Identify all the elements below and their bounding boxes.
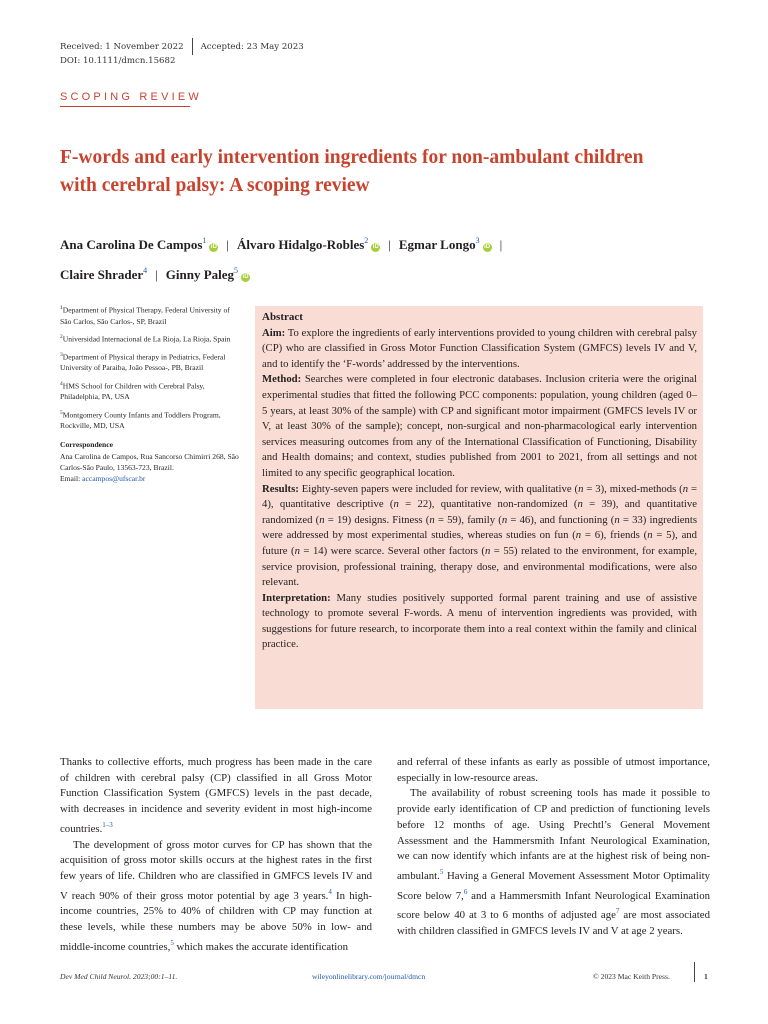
citation-link[interactable]: 4 bbox=[328, 887, 332, 896]
orcid-icon[interactable]: iD bbox=[484, 244, 491, 250]
author-list: Ana Carolina De Campos$^1$iD | Álvaro Hidalgo-Robles$^2$iD | Egmar Longo$^3$iD | Claire Shrader$^4$ | Ginny Paleg$^5$iD bbox=[60, 236, 503, 282]
body-paragraph: The availability of robust screening tools has made it possible to provide early identification of CP and prediction of functioning levels before 12 months of age. Using Prechtl’s General Movement Assessment and the Hammersmith Infant Neurological Examination, we can now identify which infants are at the highest risk of being non-ambulant.$^5$ Having a General Movement Assessment Motor Optimality Score below 7,$^6$ and a Hammersmith Infant Neurological Examination score below 40 at 3 to 6 months of adjusted age$^7$ are most associated with children classified in GMFCS levels IV and V at age 2 years. bbox=[397, 787, 710, 938]
citation-link[interactable]: 6 bbox=[463, 887, 468, 896]
author-affil-ref[interactable]: 2 bbox=[364, 236, 369, 245]
email-link[interactable]: accampos@ufscar.br bbox=[82, 474, 146, 484]
author-affil-ref[interactable]: 4 bbox=[143, 266, 148, 275]
citation-link[interactable]: 5 bbox=[439, 867, 444, 876]
affiliation: $^3$Department of Physical therapy in Pediatrics, Federal University of Paraiba, João Pessoa-, PB, Brazil bbox=[60, 351, 226, 373]
author-3[interactable]: Egmar Longo$^3$iD bbox=[398, 236, 491, 252]
author-5[interactable]: Ginny Paleg$^5$iD bbox=[165, 266, 249, 282]
abstract-heading: Abstract bbox=[262, 311, 303, 323]
orcid-icon[interactable]: iD bbox=[372, 244, 379, 250]
orcid-icon[interactable]: iD bbox=[242, 274, 249, 280]
article-title: F-words and early intervention ingredients for non-ambulant children with cerebral palsy: A scoping review bbox=[60, 147, 644, 196]
abstract-aim: Aim: To explore the ingredients of early interventions provided to young children with cerebral palsy (CP) who are classified in Gross Motor Function Classification System (GMFCS) levels IV and V, and to identify the ‘F-words’ addressed by the interventions. bbox=[262, 326, 697, 370]
footer-divider bbox=[694, 962, 695, 982]
journal-citation: Dev Med Child Neurol. 2023;00:1–11. bbox=[60, 972, 178, 981]
body-column-left bbox=[60, 755, 372, 955]
body-paragraph: and referral of these infants as early as possible of utmost importance, especially in low-resource areas. bbox=[397, 756, 710, 784]
affiliation: $^4$HMS School for Children with Cerebral Palsy, Philadelphia, PA, USA bbox=[60, 380, 205, 402]
article-category: SCOPING REVIEW bbox=[60, 91, 202, 103]
author-4[interactable]: Claire Shrader$^4$ bbox=[60, 266, 148, 282]
author-1[interactable]: Ana Carolina De Campos$^1$iD bbox=[60, 236, 217, 252]
affiliation: $^1$Department of Physical Therapy, Federal University of São Carlos, São Carlos-, SP, Brazil bbox=[60, 305, 230, 326]
abstract-box bbox=[255, 306, 703, 709]
category-underline bbox=[60, 106, 190, 107]
author-2[interactable]: Álvaro Hidalgo-Robles$^2$iD bbox=[237, 236, 379, 252]
body-paragraph: Thanks to collective efforts, much progress has been made in the care of children with cerebral palsy (CP) classified in all Gross Motor Function Classification System (GMFCS) levels in the past decade, with decreases in incidence and severity evident in most high-income countries.$^{1-3}$ bbox=[60, 756, 372, 835]
affiliation: $^5$Montgomery County Infants and Toddlers Program, Rockville, MD, USA bbox=[60, 409, 221, 431]
copyright: © 2023 Mac Keith Press. bbox=[593, 972, 670, 981]
affiliations-sidebar bbox=[60, 303, 240, 484]
body-paragraph: The development of gross motor curves for CP has shown that the acquisition of gross motor skills occurs at the highest rates in the first few years of life. Children who are classified in GMFCS levels IV and V reach 90% of their gross motor potential by age 3 years.$^4$ In high-income countries, 25% to 40% of children with CP may function at these levels, while these numbers may be above 50% in low- and middle-income countries,$^5$ which makes the accurate identification bbox=[60, 838, 372, 953]
body-column-right bbox=[397, 755, 710, 940]
received-date: Received: 1 November 2022 bbox=[60, 41, 184, 52]
citation-link[interactable]: 7 bbox=[615, 907, 620, 916]
accepted-date: Accepted: 23 May 2023 bbox=[200, 41, 304, 52]
meta-divider bbox=[192, 38, 193, 55]
citation-link[interactable]: 5 bbox=[170, 938, 174, 947]
abstract-interpretation: Interpretation: Many studies positively supported formal parent training and use of assistive technology to promote several F-words. A menu of intervention ingredients was provided, with suggestions for future research, to incorporate them into a real context within the family and clinical practice. bbox=[262, 591, 697, 651]
correspondence-address: Ana Carolina de Campos, Rua Sancorso Chimirri 268, São Carlos-São Paulo, 13563-723, Brazil. bbox=[60, 451, 239, 472]
page-number: 1 bbox=[704, 972, 708, 981]
affiliation: $^2$Universidad Internacional de La Rioja, La Rioja, Spain bbox=[60, 333, 231, 344]
correspondence-heading: Correspondence bbox=[60, 440, 114, 450]
received-accepted-line bbox=[60, 38, 304, 55]
author-affil-ref[interactable]: 5 bbox=[234, 266, 239, 275]
abstract-method: Method: Searches were completed in four electronic databases. Inclusion criteria were the original experimental studies that fitted the following PCC components: population, young children (aged 0–5 years, at least 30% of the sample) with CP and significant motor impairment (GMFCS levels IV or V, at least 30% of the sample); concept, non-surgical and non-pharmacological early intervention services measuring outcomes from any of the International Classification of Functioning, Disability and Health domains; and context, studies published from 2001 to 2021, from all settings and not limited to any specific geographical location. bbox=[262, 373, 697, 479]
citation-link[interactable]: 1–3 bbox=[102, 820, 113, 829]
correspondence-email: Email: accampos@ufscar.br bbox=[60, 474, 146, 484]
journal-website-link[interactable]: wileyonlinelibrary.com/journal/dmcn bbox=[312, 972, 426, 981]
author-affil-ref[interactable]: 1 bbox=[202, 236, 207, 245]
orcid-icon[interactable]: iD bbox=[210, 244, 217, 250]
abstract-results: Results: Eighty-seven papers were included for review, with qualitative (n = 3), mixed-methods (n = 4), quantitative descriptive (n = 22), quantitative non-randomized (n = 39), and quantitative randomized (n = 19) designs. Fitness (n = 59), family (n = 46), and functioning (n = 33) ingredients were addressed by most experimental studies, whereas studies on fun (n = 6), friends (n = 5), and future (n = 14) were scarce. Several other factors (n = 55) related to the environment, for example, service provision, professional training, therapy dose, and environmental modifications, were also relevant. bbox=[262, 482, 698, 589]
author-affil-ref[interactable]: 3 bbox=[475, 236, 480, 245]
doi-link[interactable]: DOI: 10.1111/dmcn.15682 bbox=[60, 56, 176, 66]
